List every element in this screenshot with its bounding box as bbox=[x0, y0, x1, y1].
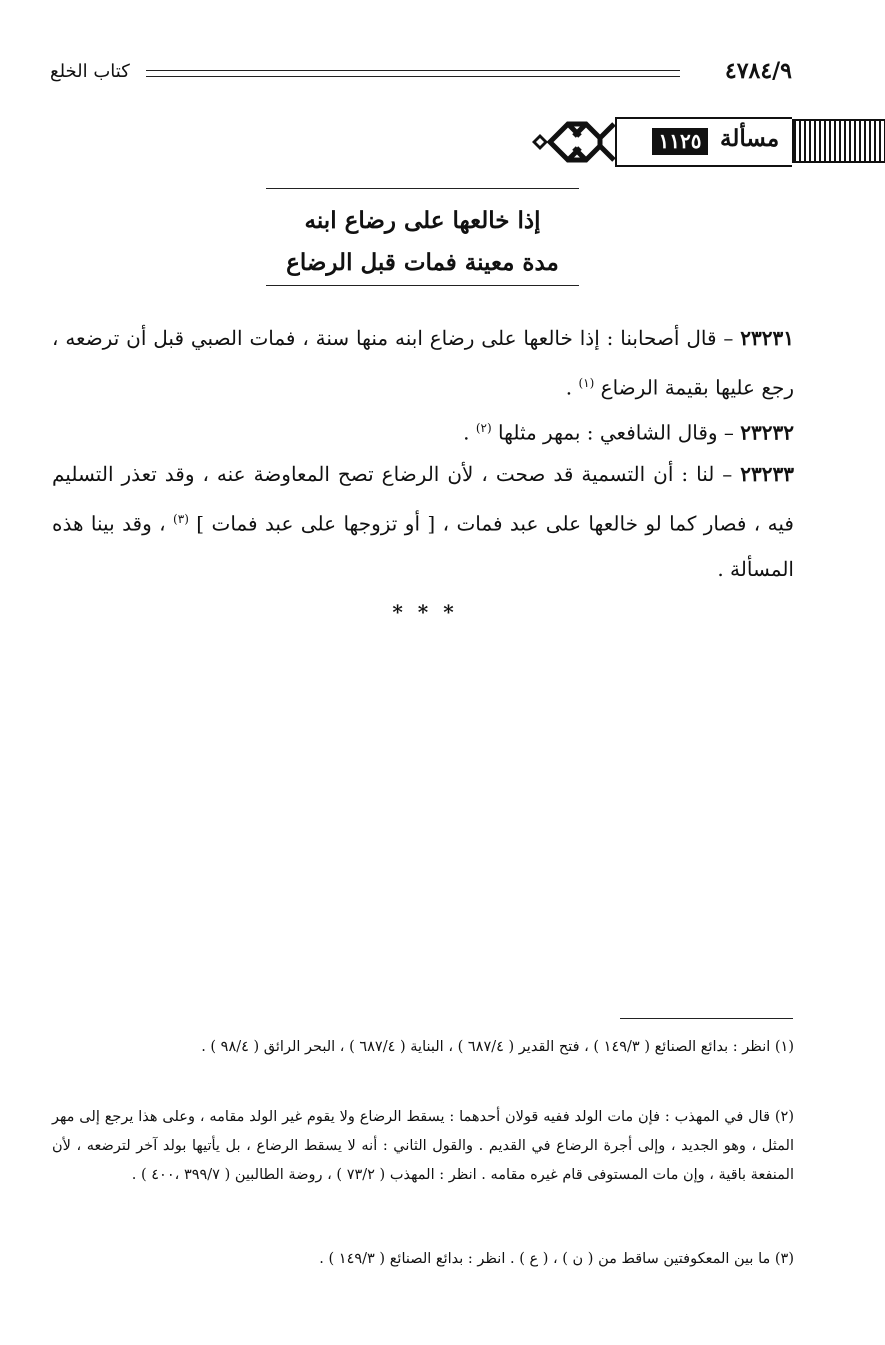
page-number: ٤٧٨٤/٩ bbox=[724, 58, 792, 84]
footnote-text: (٢) قال في المهذب : فإن مات الولد ففيه قولان أحدهما : يسقط الرضاع ولا يقوم غير الولد مقامه ، وعلى هذا يرجع إلى مهر المثل ، وهو الجديد ، وإلى أجرة الرضاع في القديم . والقول الثاني : أنه لا يسقط الرضاع ، بل يأتيها بولد آخر لترضعه ، لأن المنفعة باقية ، وإن مات المستوفى قام غيره مقامه . انظر : المهذب ( ٧٣/٢ ) ، روضة الطالبين ( ٣٩٩/٧ ،٤٠٠ ) . bbox=[52, 1109, 794, 1183]
paragraph-number: ٢٣٢٣٢ bbox=[740, 420, 794, 445]
masala-number: ١١٢٥ bbox=[652, 128, 708, 155]
paragraph-text: – وقال الشافعي : بمهر مثلها bbox=[491, 420, 741, 445]
title-rule-top bbox=[266, 188, 579, 189]
knot-ornament-icon bbox=[528, 114, 618, 170]
header-rule bbox=[146, 70, 680, 77]
paragraph-23233 bbox=[52, 452, 794, 592]
section-separator: * * * bbox=[392, 600, 458, 624]
barcode-ornament bbox=[792, 119, 885, 163]
title-line-1: إذا خالعها على رضاع ابنه bbox=[304, 207, 541, 234]
footnote-3 bbox=[52, 1245, 794, 1274]
footnote-1 bbox=[52, 1033, 794, 1062]
footnote-ref[interactable]: (٣) bbox=[173, 512, 189, 526]
paragraph-end: . bbox=[565, 375, 579, 400]
paragraph-end: . bbox=[463, 420, 476, 445]
paragraph-number: ٢٣٢٣٣ bbox=[740, 462, 794, 486]
masala-label: مسألة bbox=[720, 125, 780, 152]
book-title: كتاب الخلع bbox=[50, 61, 130, 82]
footnote-2 bbox=[52, 1103, 794, 1190]
title-rule-bottom bbox=[266, 285, 579, 286]
footnote-rule bbox=[620, 1018, 793, 1019]
footnote-text: (١) انظر : بدائع الصنائع ( ١٤٩/٣ ) ، فتح القدير ( ٦٨٧/٤ ) ، البناية ( ٦٨٧/٤ ) ، البحر الرائق ( ٩٨/٤ ) . bbox=[201, 1039, 794, 1055]
paragraph-23231 bbox=[52, 316, 794, 411]
paragraph-text: – لنا : أن التسمية قد صحت ، لأن الرضاع تصح المعاوضة عنه ، وقد تعذر التسليم فيه ، فصار كما لو خالعها على عبد فمات ، [ أو تزوجها على عبد فمات ] bbox=[52, 462, 794, 536]
paragraph-number: ٢٣٢٣١ bbox=[740, 326, 794, 350]
paragraph-end: ، وقد بينا هذه المسألة . bbox=[52, 511, 794, 581]
footnote-ref[interactable]: (٢) bbox=[475, 421, 492, 435]
footnote-text: (٣) ما بين المعكوفتين ساقط من ( ن ) ، ( ع ) . انظر : بدائع الصنائع ( ١٤٩/٣ ) . bbox=[319, 1251, 794, 1267]
paragraph-text: – قال أصحابنا : إذا خالعها على رضاع ابنه منها سنة ، فمات الصبي قبل أن ترضعه ، رجع عليها بقيمة الرضاع bbox=[52, 326, 794, 400]
paragraph-23232 bbox=[52, 406, 794, 456]
footnote-ref[interactable]: (١) bbox=[578, 376, 595, 390]
title-line-2: مدة معينة فمات قبل الرضاع bbox=[286, 249, 559, 276]
